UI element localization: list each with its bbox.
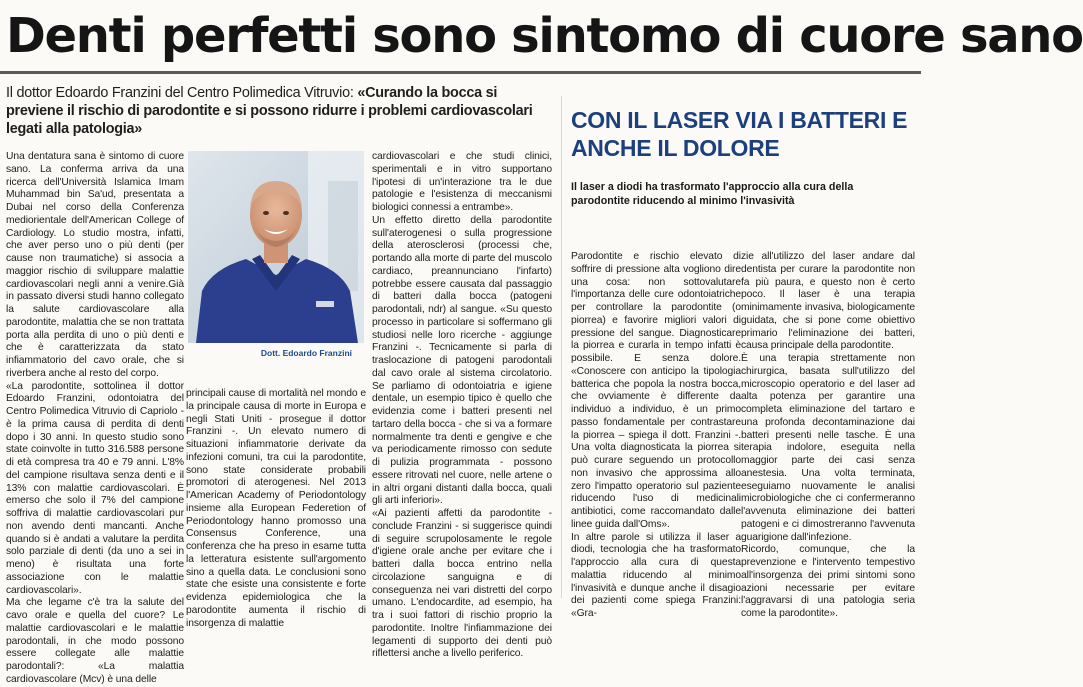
article-column-1 [6,151,184,687]
article-paragraph: Un effetto diretto della parodontite sull'aterogenesi o sulla progressione della aterosclerosi (processi che, portando alla morte di parte del muscolo cardiaco, preannunciano l'infarto) potrebbe essere causata dal passaggio di batteri dalla bocca (patogeni parodontali, ndr) al sangue. «Su questo processo in particolare si soffermano gli studiosi nelle loro ricerche - aggiunge Franzini -. Tecnicamente si parla di traslocazione di patogeni parodontali dal cavo orale al sistema circolatorio. Se parliamo di odontoiatria e igiene dentale, un esempio tipico è quello che evidenzia come i batteri presenti nel tartaro della bocca - che si va a formare normalmente tra denti e gengive e che va periodicamente rimosso con sedute di pulizia programmata - possono essere ritrovati nel cuore, nelle artene o in altri organi distanti dalla bocca, quali gli arti inferiori». [372,214,552,507]
article-paragraph: zie all'utilizzo del laser andare dal dentista per curare la parodontite non fa più paura, e questo non è certo poco. Il laser è una terapia minimamente invasiva, biologicamente guidata, che si pone come obiettivo primario l'eliminazione dei batteri, causa principale della parodontite. [741,251,915,352]
standfirst-quote: «Curando la bocca si previene il rischio di parodontite e si possono ridurre i problemi cardiovascolari legati alla patologia» [6,85,533,137]
column-divider [561,96,562,598]
article-paragraph: Una dentatura sana è sintomo di cuore sano. La conferma arriva da una ricerca dell'Università Islamica Imam Muhammad bin Sa'ud, presentata a Dubai nel corso della Conferenza mediorientale dell'American College of Cardiology. Lo studio mostra, infatti, che aver perso uno o più denti (per cause non traumatiche) si associa a maggior rischio di sviluppare malattie cardiovascolari negli anni a venire.Già in passato diversi studi hanno collegato la salute cardiovascolare alla parodontite, malattia che se non trattata porta alla perdita di uno o più denti e che è caratterizzata da stato infiammatorio del cavo orale, che si riverbera anche al resto del corpo. [6,151,184,379]
article-column-3 [372,151,552,661]
headline-rule [0,71,921,74]
photo-caption: Dott. Edoardo Franzini [260,348,352,358]
sidebar-title: CON IL LASER VIA I BATTERI E ANCHE IL DOLORE [571,107,908,161]
standfirst [6,84,554,138]
article-paragraph: Parodontite e rischio elevato di soffrire di pressione alta vogliono dire una cosa: non sottovalutare l'importanza delle cure odontoiatriche per controllare la parodontite (o piorrea) e favorire migliori valori di pressione del sangue. Diagnosticare la piorrea e curarla in tempo infatti è possibile. E senza dolore. «Conoscere con anticipo la tipologia batterica che popola la nostra bocca, che ovviamente è differente da individuo a individuo, è un primo passo fondamentale per contrastare la piorrea – spiega il dott. Franzini -. Una volta diagnosticata la piorrea si può curare seguendo un protocollo non invasivo che approssima allo zero l'impatto operatorio sul paziente riducendo l'uso di medicinali antibiotici, come raccomandato dalle linee guida dall'Oms». [571,251,741,530]
article-column-2 [186,388,366,630]
sidebar-column-2 [741,251,915,621]
article-paragraph: In altre parole si utilizza il laser a diodi, tecnologia che ha trasformato l'approccio alla cura di questa malattia riducendo al minimo l'invasività e dunque anche il disagio dei pazienti come spiega Franzini: «Gra- [571,531,741,619]
article-paragraph: principali cause di mortalità nel mondo e la principale causa di morte in Europa e negli Stati Uniti - prosegue il dottor Franzini -. Un elevato numero di situazioni infiammatorie derivate da infezioni comuni, tra cui la parodontite, sono state considerate probabili promotori di aterogenesi. Nel 2013 l'American Academy of Periodontology insieme alla European Federetion of Periodontology hanno promosso una Consensus Conference, una conferenza che ha preso in esame tutta la letteratura esistente sull'argomento sino a quella data. Le conclusioni sono state che esiste una consistente e forte evidenza epidemiologica che la parodontite aumenta il rischio di insorgenza di malattie [186,388,366,629]
standfirst-intro: Il dottor Edoardo Franzini del Centro Polimedica Vitruvio: [6,85,358,101]
article-paragraph: Ma che legame c'è tra la salute del cavo orale e quella del cuore? Le malattie cardiovascolari e le malattie parodontali, in che modo possono essere collegate alle malattie parodontali?: «La malattia cardiovascolare (Mcv) è una delle [6,597,184,685]
doctor-portrait-image [188,151,364,343]
doctor-photo [188,151,364,343]
sidebar-subtitle: Il laser a diodi ha trasformato l'approccio alla cura della parodontite riducendo al minimo l'invasività [571,181,854,207]
article-paragraph: È una terapia strettamente non chirurgica, basata sull'utilizzo del microscopio operatorio e del laser ad alta potenza per garantire una completa eliminazione del tartaro e una profonda decontaminazione dai batteri presenti nelle tasche. È una terapia indolore, eseguita nella maggior parte dei casi senza anestesia. Una volta terminata, eseguiamo nuovamente le analisi microbiologiche che ci confermeranno l'avvenuta eliminazione dei batteri patogeni e ci dimostreranno l'avvenuta guarigione dall'infezione. [741,353,915,543]
article-paragraph: Ricordo, comunque, che la prevenzione e l'intervento tempestivo all'insorgenza dei primi sintomi sono azioni necessarie per evitare l'aggravarsi di una patologia seria come la parodontite». [741,544,915,619]
article-paragraph: «La parodontite, sottolinea il dottor Edoardo Franzini, odontoiatra del Centro Polimedica Vitruvio di Capriolo - è la prima causa di perdita di denti dopo i 30 anni. In questo studio sono state coinvolte in tutto 316.588 persone di età compresa tra 40 e 79 anni. L'8% del campione risultava senza denti e il 13% con malattie cardiovascolari. È emerso che solo il 7% del campione soffriva di malattie cardiovascolari pur non avendo denti mancanti. Anche quando si è andati a valutare la perdita solo parziale di denti (da uno a sei in meno) è risultata una forte associazione con le malattie cardiovascolari». [6,380,184,596]
headline: Denti perfetti sono sintomo di cuore sano [6,8,1083,64]
photo-caption-band [188,343,364,373]
article-paragraph: «Ai pazienti affetti da parodontite - conclude Franzini - si suggerisce quindi di seguire scrupolosamente le regole d'igiene orale anche per evitare che i batteri dalla bocca entrino nella circolazione sanguigna e di conseguenza nei vari distretti del corpo umano. L'endocardite, ad esempio, ha tra i suoi fattori di rischio proprio la parodontite. Inoltre l'infiammazione dei legamenti di supporto dei denti può riflettersi anche a livello periferico. [372,508,552,660]
article-paragraph: cardiovascolari e che studi clinici, sperimentali e in vitro supportano l'ipotesi di un'interazione tra le due patologie e l'esistenza di meccanismi biologici connessi a entrambe». [372,151,552,213]
sidebar-column-1 [571,251,741,621]
